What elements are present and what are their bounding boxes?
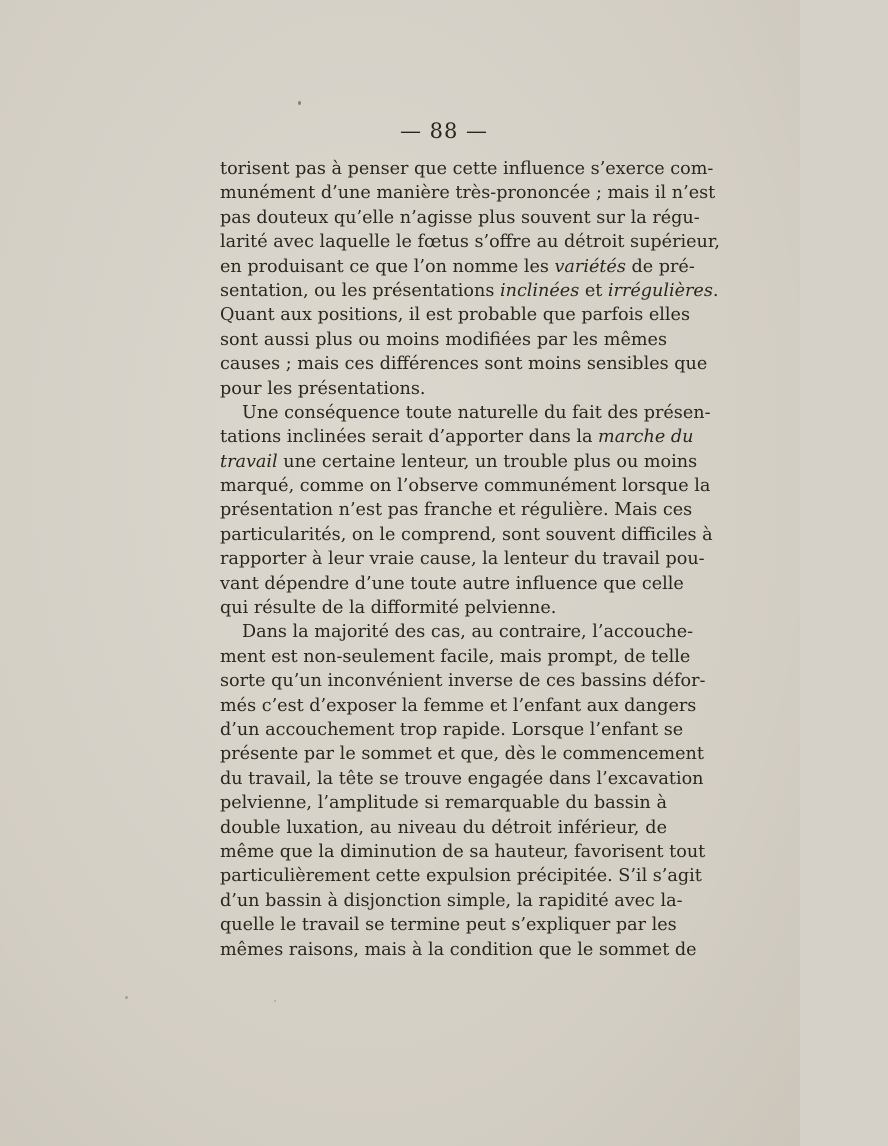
text-line: vant dépendre d’une toute autre influence que celle	[220, 573, 684, 594]
text-line: particulièrement cette expulsion précipitée. S’il s’agit	[220, 866, 702, 887]
text-line: d’un accouchement trop rapide. Lorsque l’enfant se	[220, 719, 684, 740]
text-line: présentation n’est pas franche et régulière. Mais ces	[220, 500, 693, 521]
text-line: qui résulte de la difformité pelvienne.	[220, 598, 557, 619]
text-line: d’un bassin à disjonction simple, la rapidité avec la-	[220, 890, 683, 911]
page-number: — 88 —	[399, 119, 489, 143]
text-line	[220, 279, 719, 303]
italic-text: variétés	[554, 256, 626, 277]
text-line: double luxation, au niveau du détroit inférieur, de	[220, 817, 667, 838]
italic-text: inclinées	[499, 280, 580, 301]
text-line: Quant aux positions, il est probable que parfois elles	[220, 305, 690, 326]
italic-text: marche du	[598, 427, 694, 448]
text-line: même que la diminution de sa hauteur, favorisent tout	[220, 841, 706, 862]
paper-speck	[274, 1000, 276, 1002]
text-line: sorte qu’un inconvénient inverse de ces bassins défor-	[220, 671, 706, 692]
text-run: de pré-	[625, 256, 695, 277]
text-run: et	[579, 280, 608, 301]
text-line: mêmes raisons, mais à la condition que le sommet de	[220, 939, 697, 960]
text-line: torisent pas à penser que cette influence s’exerce com-	[220, 159, 714, 179]
text-line: més c’est d’exposer la femme et l’enfant aux dangers	[220, 695, 697, 716]
body-text	[220, 157, 720, 962]
text-line	[220, 255, 695, 279]
text-run: une certaine lenteur, un trouble plus ou moins	[277, 451, 698, 472]
text-line: présente par le sommet et que, dès le commencement	[220, 744, 704, 765]
text-line: pas douteux qu’elle n’agisse plus souvent sur la régu-	[220, 207, 700, 228]
text-line	[220, 450, 698, 474]
text-line: rapporter à leur vraie cause, la lenteur du travail pou-	[220, 549, 705, 570]
paper-speck	[125, 996, 128, 999]
text-line: sont aussi plus ou moins modifiées par les mêmes	[220, 329, 667, 350]
italic-text: travail	[220, 451, 278, 472]
text-line: causes ; mais ces différences sont moins sensibles que	[220, 354, 708, 375]
text-line	[220, 425, 694, 449]
text-run: .	[712, 280, 719, 301]
italic-text: irrégulières	[607, 280, 713, 301]
text-line: larité avec laquelle le fœtus s’offre au détroit supérieur,	[220, 232, 720, 253]
text-line: du travail, la tête se trouve engagée dans l’excavation	[220, 768, 704, 789]
text-run: tations inclinées serait d’apporter dans la	[220, 427, 599, 448]
text-run: en produisant ce que l’on nomme les	[220, 256, 555, 277]
text-run: sentation, ou les présentations	[220, 280, 500, 301]
text-line: marqué, comme on l’observe communément lorsque la	[220, 476, 711, 497]
text-line: Dans la majorité des cas, au contraire, l’accouche-	[242, 622, 694, 643]
text-line: Une conséquence toute naturelle du fait des présen-	[242, 402, 711, 423]
text-line: munément d’une manière très-prononcée ; mais il n’est	[220, 183, 716, 204]
text-line: pelvienne, l’amplitude si remarquable du bassin à	[220, 793, 667, 814]
paper-speck	[298, 101, 301, 105]
text-line: pour les présentations.	[220, 378, 426, 399]
text-line: particularités, on le comprend, sont souvent difficiles à	[220, 524, 713, 545]
text-line: ment est non-seulement facile, mais prompt, de telle	[220, 646, 691, 667]
text-line: quelle le travail se termine peut s’expliquer par les	[220, 915, 677, 936]
